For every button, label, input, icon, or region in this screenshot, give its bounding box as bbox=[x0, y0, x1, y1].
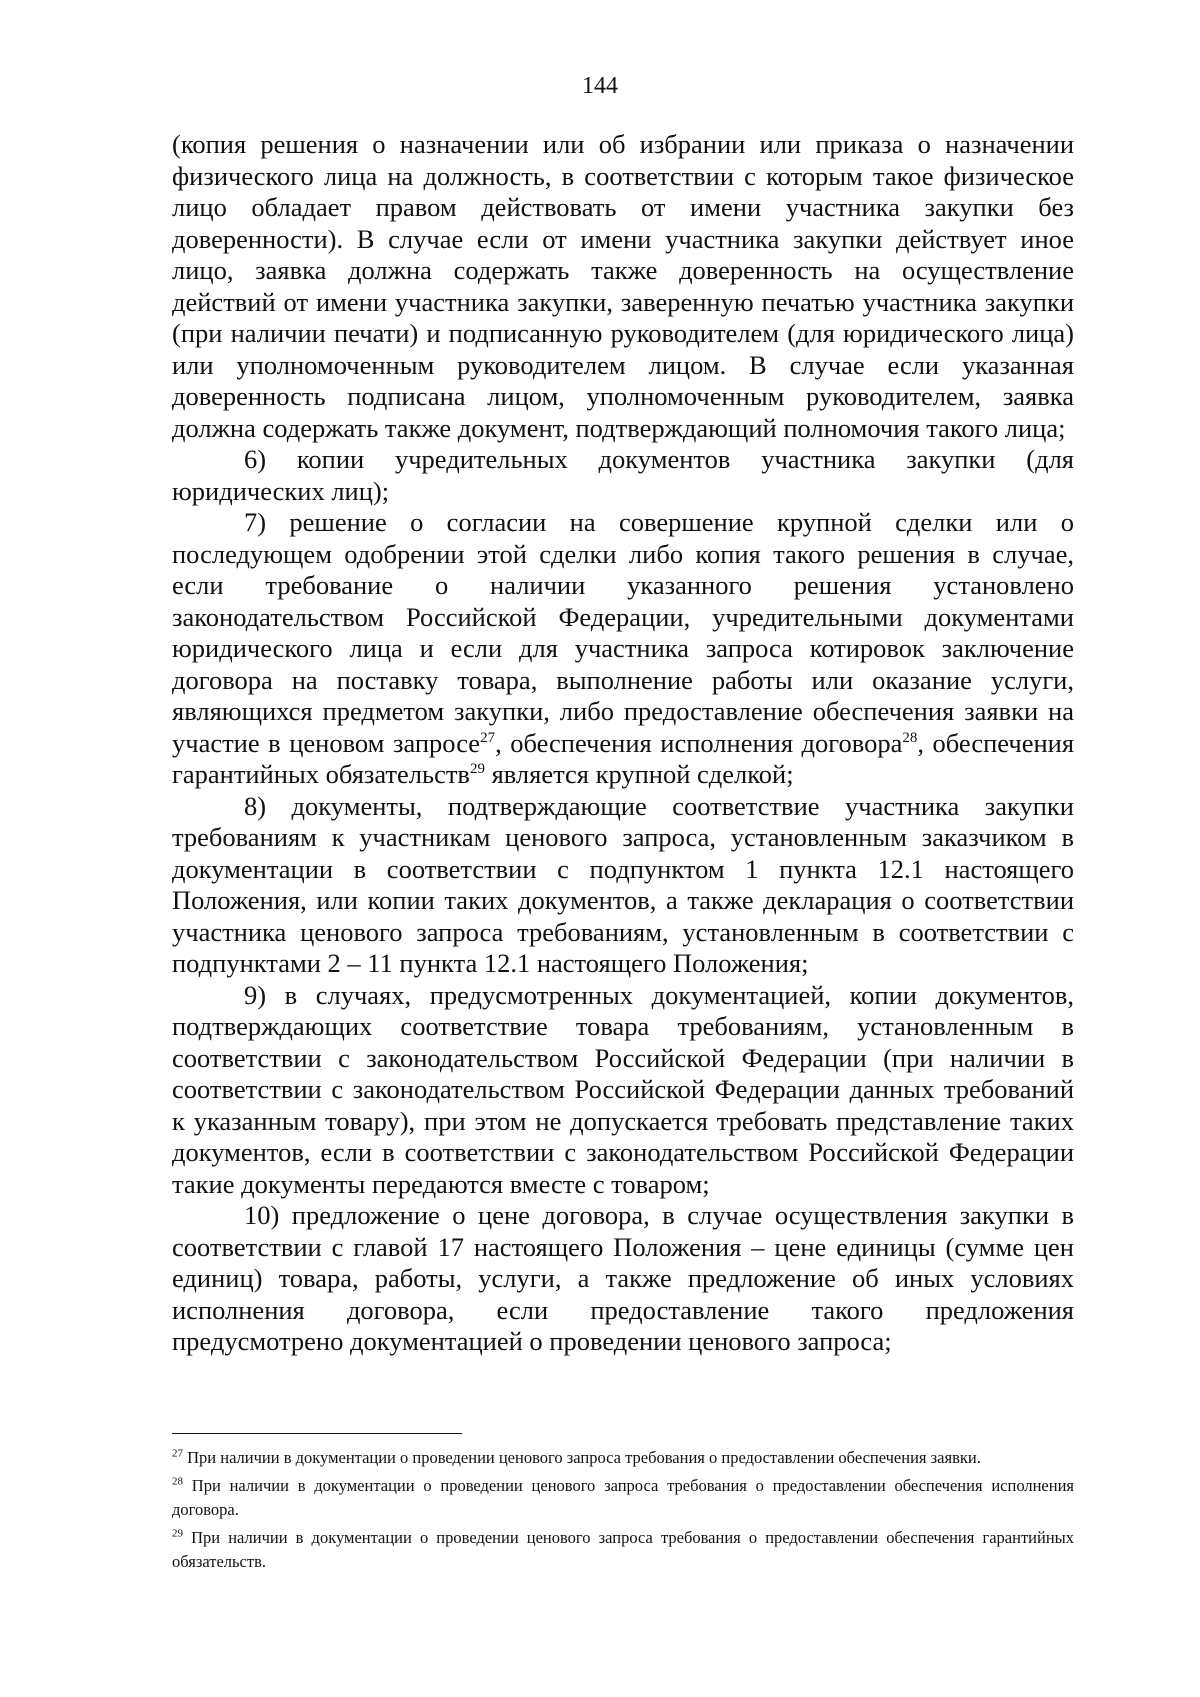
footnote-separator bbox=[172, 1433, 462, 1434]
footnote-number: 27 bbox=[172, 1447, 183, 1460]
paragraph-item-7-part3: , обеспечения гарантийных обязательств bbox=[172, 727, 1075, 789]
paragraph-item-7-part2: , обеспечения исполнения договора bbox=[495, 727, 903, 758]
footnote-ref-29[interactable]: 29 bbox=[469, 761, 485, 778]
footnotes bbox=[172, 1446, 1074, 1578]
document-body bbox=[172, 129, 1074, 1358]
page-number: 144 bbox=[582, 73, 618, 99]
footnote-text: При наличии в документации о проведении ценового запроса требования о предоставлении обеспечения гарантийных обязательств. bbox=[172, 1528, 1074, 1571]
paragraph-item-7-part1: 7) решение о согласии на совершение крупной сделки или о последующем одобрении этой сделки либо копия такого решения в случае, если требование о наличии указанного решения установлено законодательством Российской Федерации, учредительными документами юридического лица и если для участника запроса котировок заключение договора на поставку товара, выполнение работы или оказание услуги, являющихся предметом закупки, либо предоставление обеспечения заявки на участие в ценовом запросе bbox=[172, 507, 1074, 758]
footnote-29 bbox=[172, 1526, 1074, 1574]
paragraph-item-7 bbox=[172, 507, 1074, 791]
paragraph-item-7-part4: является крупной сделкой; bbox=[484, 759, 794, 789]
paragraph-continuation: (копия решения о назначении или об избрании или приказа о назначении физического лица на должность, в соответствии с которым такое физическое лицо обладает правом действовать от имени участника закупки без доверенности). В случае если от имени участника закупки действует иное лицо, заявка должна содержать также доверенность на осуществление действий от имени участника закупки, заверенную печатью участника закупки (при наличии печати) и подписанную руководителем (для юридического лица) или уполномоченным руководителем лицом. В случае если указанная доверенность подписана лицом, уполномоченным руководителем, заявка должна содержать также документ, подтверждающий полномочия такого лица; bbox=[172, 129, 1074, 443]
footnote-ref-27[interactable]: 27 bbox=[480, 729, 496, 746]
footnote-27 bbox=[172, 1446, 1074, 1470]
footnote-number: 28 bbox=[172, 1475, 183, 1488]
paragraph-item-6: 6) копии учредительных документов участника закупки (для юридических лиц); bbox=[172, 444, 1074, 506]
paragraph-item-10: 10) предложение о цене договора, в случае осуществления закупки в соответствии с главой 17 настоящего Положения – цене единицы (сумме цен единиц) товара, работы, услуги, а также предложение об иных условиях исполнения договора, если предоставление такого предложения предусмотрено документацией о проведении ценового запроса; bbox=[172, 1200, 1074, 1356]
paragraph-item-9: 9) в случаях, предусмотренных документацией, копии документов, подтверждающих соответствие товара требованиям, установленным в соответствии с законодательством Российской Федерации (при наличии в соответствии с законодательством Российской Федерации данных требований к указанным товару), при этом не допускается требовать представление таких документов, если в соответствии с законодательством Российской Федерации такие документы передаются вместе с товаром; bbox=[172, 979, 1074, 1199]
footnote-number: 29 bbox=[172, 1527, 183, 1540]
paragraph-item-8: 8) документы, подтверждающие соответствие участника закупки требованиям к участникам ценового запроса, установленным заказчиком в документации в соответствии с подпунктом 1 пункта 12.1 настоящего Положения, или копии таких документов, а также декларация о соответствии участника ценового запроса требованиям, установленным в соответствии с подпунктами 2 – 11 пункта 12.1 настоящего Положения; bbox=[172, 790, 1074, 978]
footnote-28 bbox=[172, 1474, 1074, 1522]
footnote-ref-28[interactable]: 28 bbox=[902, 729, 918, 746]
footnote-text: При наличии в документации о проведении ценового запроса требования о предоставлении обеспечения заявки. bbox=[183, 1448, 981, 1467]
footnote-text: При наличии в документации о проведении ценового запроса требования о предоставлении обеспечения исполнения договора. bbox=[172, 1476, 1074, 1519]
